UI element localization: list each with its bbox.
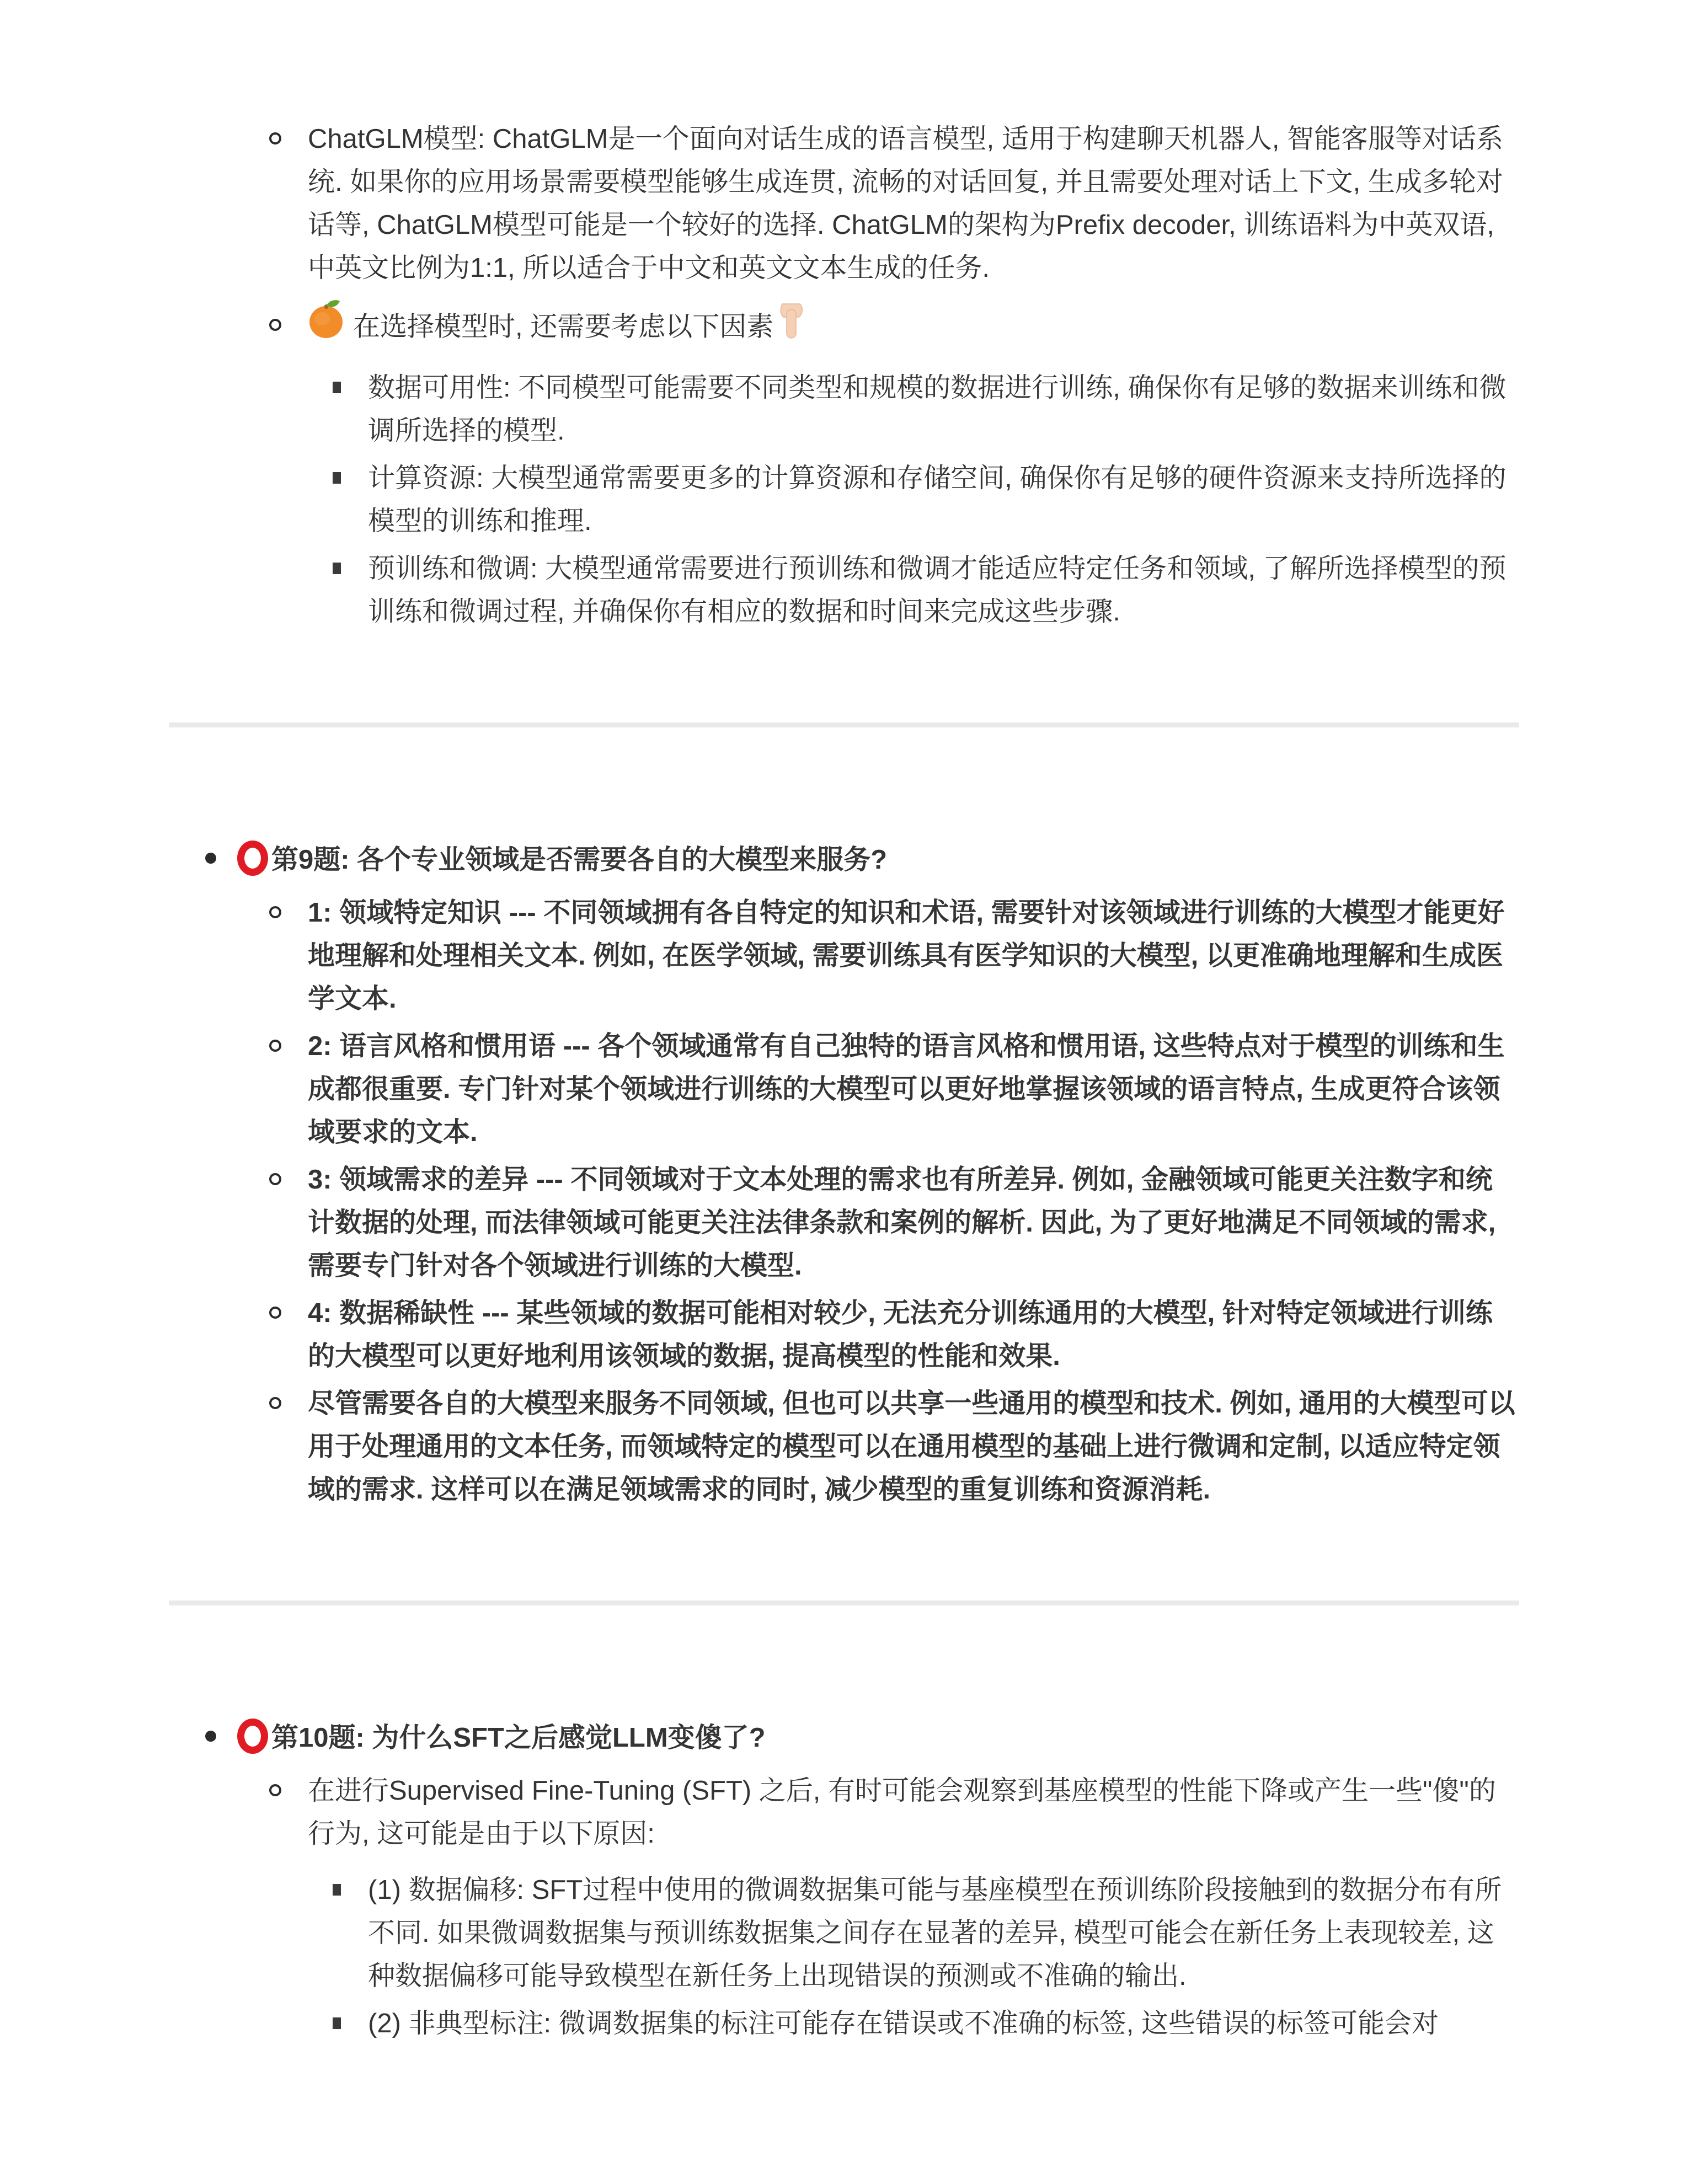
question-title: 第10题: 为什么SFT之后感觉LLM变傻了? — [271, 1723, 766, 1753]
list-item — [308, 891, 1519, 1020]
list-item — [308, 1769, 1519, 2045]
list-item-text: 尽管需要各自的大模型来服务不同领域, 但也可以共享一些通用的模型和技术. 例如, 通用的大模型可以用于处理通用的文本任务, 而领域特定的模型可以在通用模型的基础上进行微调和定制, 以适应特定领域的需求. 这样可以在满足领域需求的同时, 减少模型的重复训练和资源消耗. — [308, 1389, 1515, 1505]
list-item — [308, 1382, 1519, 1511]
question9-title-item — [237, 837, 1519, 1511]
question10-title-item — [237, 1715, 1519, 2045]
list-item-text: 4: 数据稀缺性 --- 某些领域的数据可能相对较少, 无法充分训练通用的大模型, 针对特定领域进行训练的大模型可以更好地利用该领域的数据, 提高模型的性能和效果. — [308, 1298, 1493, 1372]
list-item-text: 数据可用性: 不同模型可能需要不同类型和规模的数据进行训练, 确保你有足够的数据来训练和微调所选择的模型. — [368, 373, 1507, 446]
red-circle-icon — [237, 841, 268, 876]
list-item-text: 在进行Supervised Fine-Tuning (SFT) 之后, 有时可能会观察到基座模型的性能下降或产生一些"傻"的行为, 这可能是由于以下原因: — [308, 1776, 1496, 1849]
list-item-text: ChatGLM模型: ChatGLM是一个面向对话生成的语言模型, 适用于构建聊天机器人, 智能客服等对话系统. 如果你的应用场景需要模型能够生成连贯, 流畅的对话回复, 并且需要处理对话上下文, 生成多轮对话等, ChatGLM模型可能是一个较好的选择. ChatGLM的架构为Prefix decoder, 训练语料为中英双语, 中英文比例为1:1, 所以适合于中文和英文文本生成的任务. — [308, 124, 1504, 283]
question9-section — [169, 837, 1519, 1511]
question10-section — [169, 1715, 1519, 2045]
list-item-text: 3: 领域需求的差异 --- 不同领域对于文本处理的需求也有所差异. 例如, 金融领域可能更关注数字和统计数据的处理, 而法律领域可能更关注法律条款和案例的解析. 因此, 为了更好地满足不同领域的需求, 需要专门针对各个领域进行训练的大模型. — [308, 1165, 1496, 1281]
list-item — [308, 1158, 1519, 1287]
question10-answer-list — [237, 1769, 1519, 2045]
list-item-text: 1: 领域特定知识 --- 不同领域拥有各自特定的知识和术语, 需要针对该领域进行训练的大模型才能更好地理解和处理相关文本. 例如, 在医学领域, 需要训练具有医学知识的大模型, 以更准确地理解和生成医学文本. — [308, 898, 1505, 1014]
tangerine-icon — [308, 299, 345, 351]
selection-factors-list — [308, 366, 1519, 633]
list-item-text: 预训练和微调: 大模型通常需要进行预训练和微调才能适应特定任务和领域, 了解所选择模型的预训练和微调过程, 并确保你有相应的数据和时间来完成这些步骤. — [368, 554, 1507, 627]
list-item — [368, 457, 1519, 543]
section-divider — [169, 722, 1519, 727]
red-circle-icon — [237, 1719, 268, 1754]
list-item — [308, 1025, 1519, 1154]
list-item-text: 计算资源: 大模型通常需要更多的计算资源和存储空间, 确保你有足够的硬件资源来支持所选择的模型的训练和推理. — [368, 463, 1507, 536]
list-item — [308, 304, 1519, 633]
sft-reasons-list — [308, 1869, 1519, 2045]
list-item — [368, 366, 1519, 452]
list-item-text: 在选择模型时, 还需要考虑以下因素 — [353, 312, 774, 342]
list-item — [308, 1292, 1519, 1378]
list-item — [368, 2002, 1519, 2045]
question9-answer-list — [237, 891, 1519, 1511]
list-item — [368, 547, 1519, 633]
list-item — [368, 1869, 1519, 1998]
list-item-text: 2: 语言风格和惯用语 --- 各个领域通常有自己独特的语言风格和惯用语, 这些特点对于模型的训练和生成都很重要. 专门针对某个领域进行训练的大模型可以更好地掌握该领域的语言特点, 生成更符合该领域要求的文本. — [308, 1031, 1505, 1148]
model-selection-list — [169, 117, 1519, 633]
point-down-icon — [779, 302, 804, 353]
section-divider — [169, 1600, 1519, 1605]
list-item-text: (2) 非典型标注: 微调数据集的标注可能存在错误或不准确的标签, 这些错误的标签可能会对 — [368, 2009, 1439, 2039]
list-item-text: (1) 数据偏移: SFT过程中使用的微调数据集可能与基座模型在预训练阶段接触到的数据分布有所不同. 如果微调数据集与预训练数据集之间存在显著的差异, 模型可能会在新任务上表现较差, 这种数据偏移可能导致模型在新任务上出现错误的预测或不准确的输出. — [368, 1875, 1502, 1992]
list-item — [308, 117, 1519, 290]
question-title: 第9题: 各个专业领域是否需要各自的大模型来服务? — [271, 845, 888, 875]
